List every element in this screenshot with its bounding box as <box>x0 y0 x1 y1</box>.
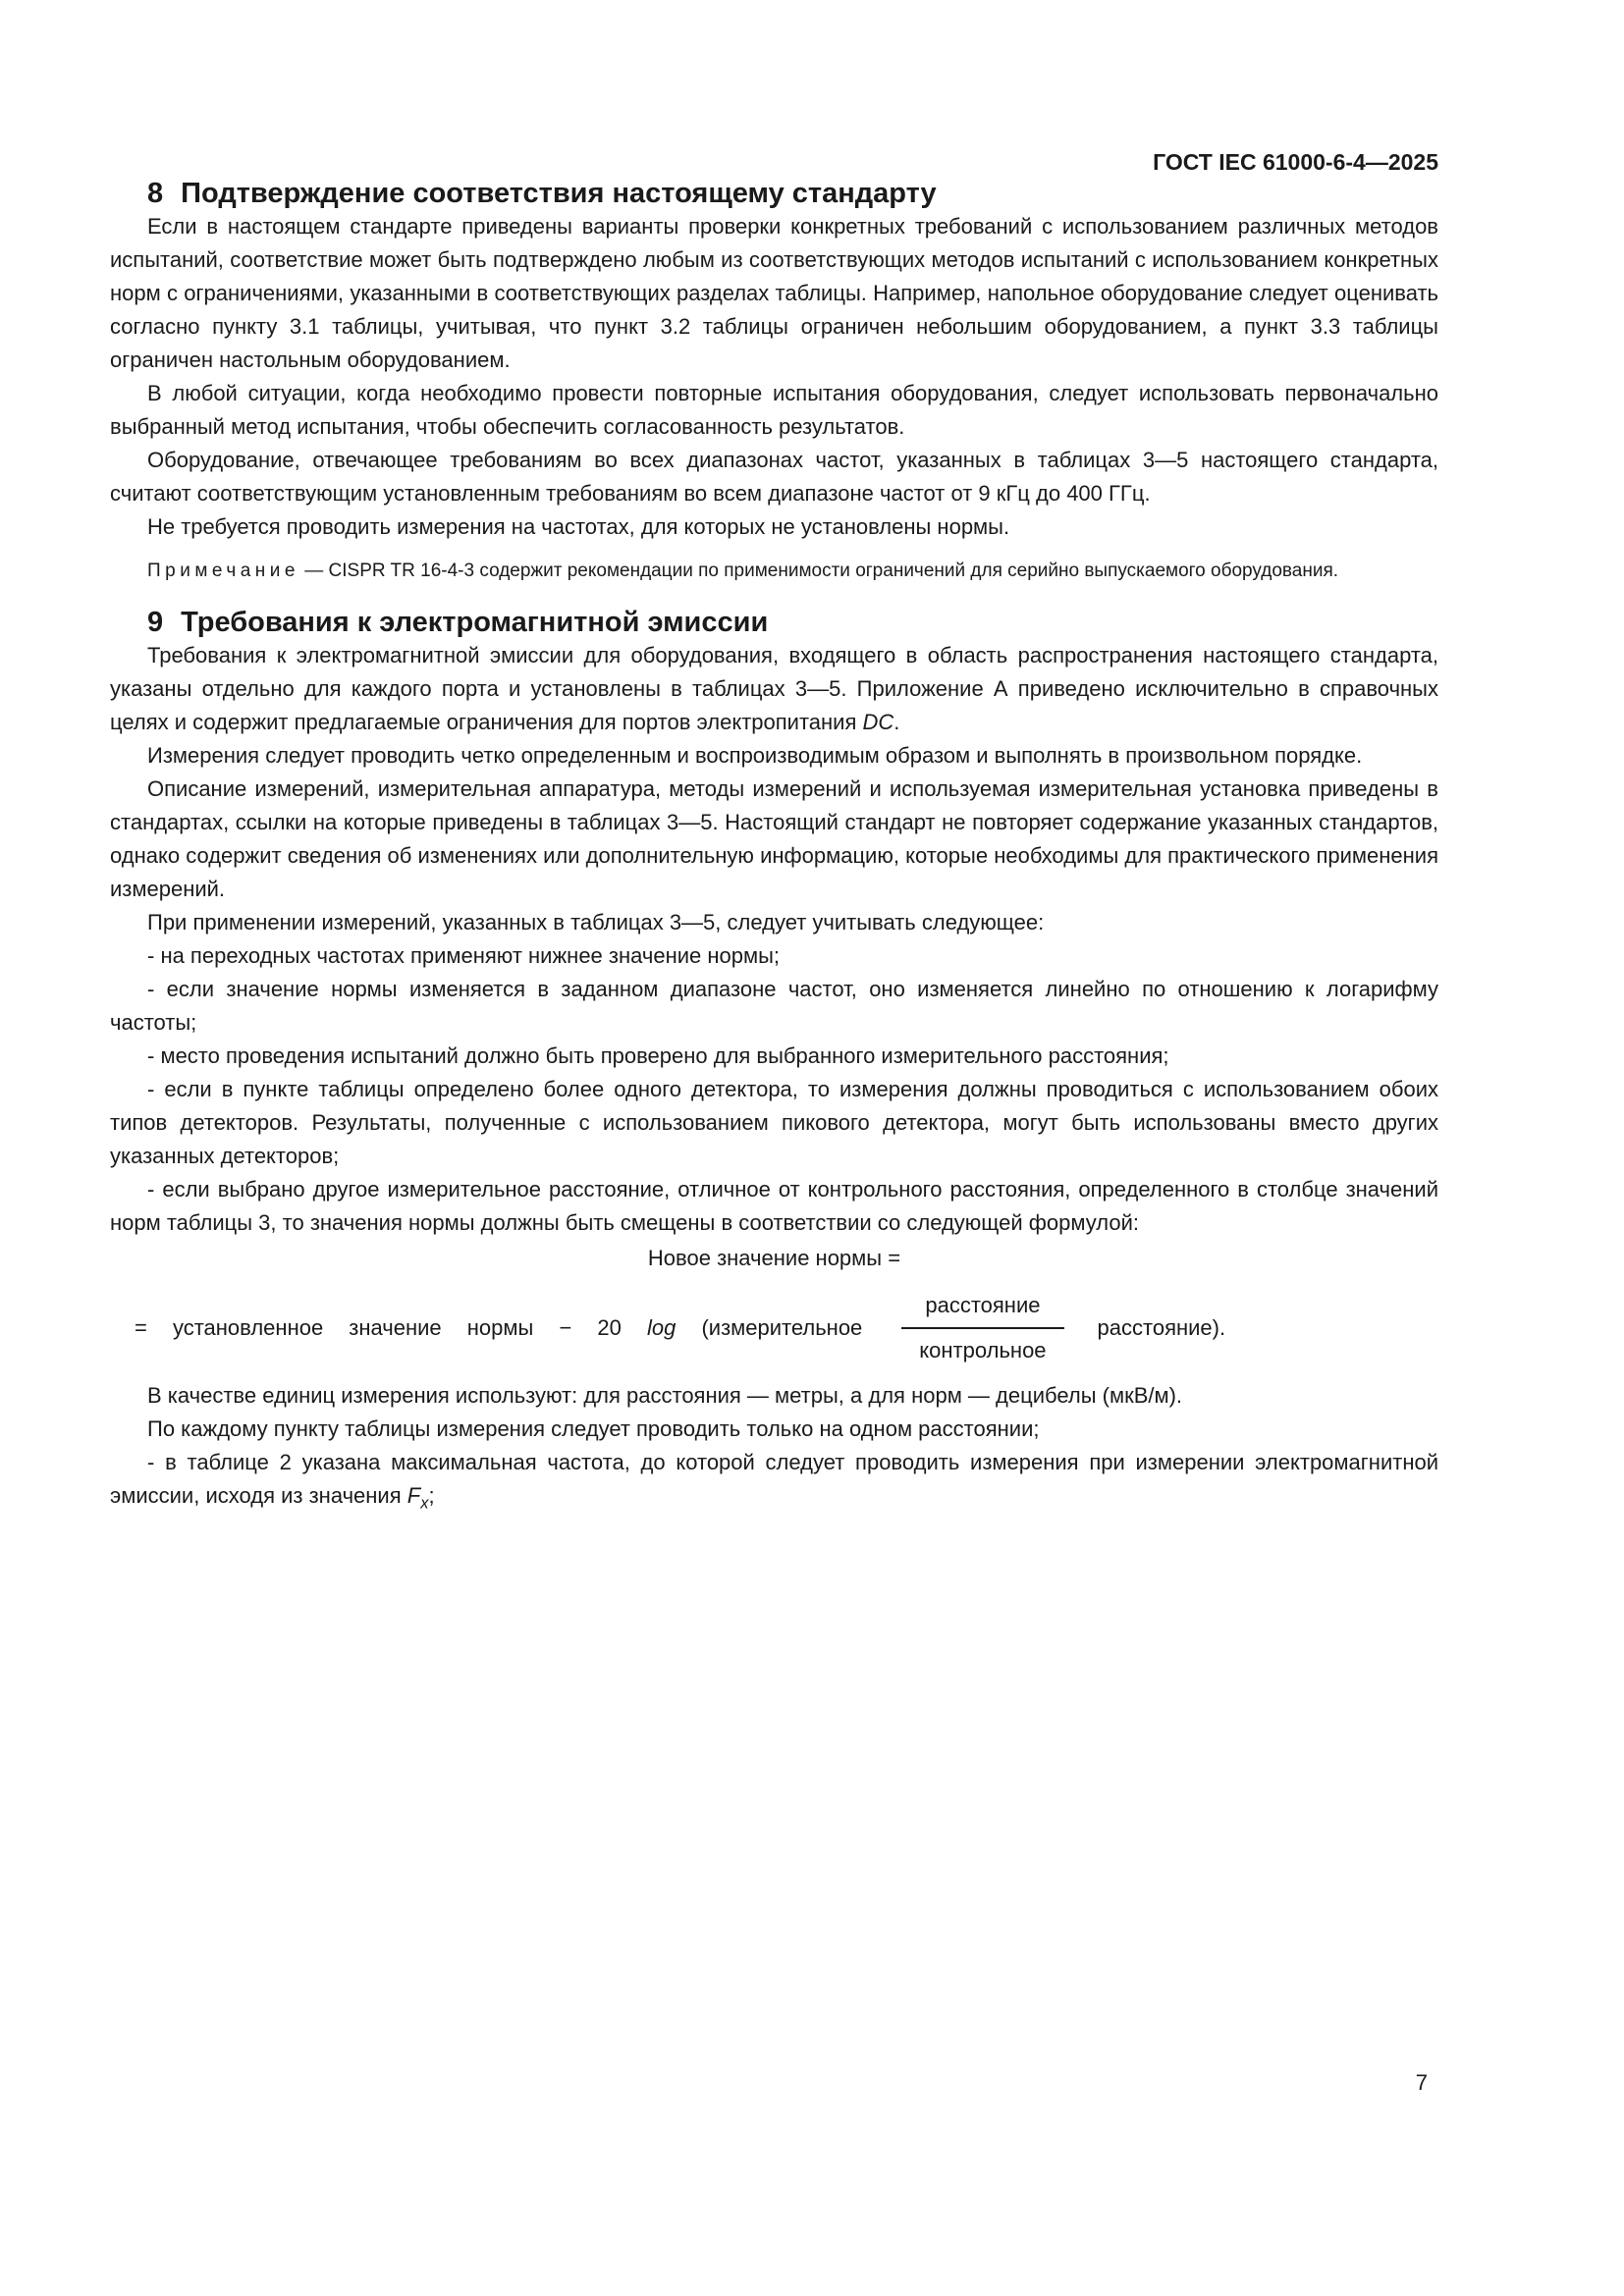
italic-term-dc: DC <box>862 710 894 734</box>
formula <box>110 1291 1438 1365</box>
list-item: - если значение нормы изменяется в заданном диапазоне частот, оно изменяется линейно по отношению к логарифму частоты; <box>110 977 1438 1035</box>
paragraph: При применении измерений, указанных в таблицах 3—5, следует учитывать следующее: <box>147 910 1045 934</box>
page-content <box>110 0 1438 1520</box>
variable-subscript-x: x <box>420 1494 429 1513</box>
note <box>110 556 1438 587</box>
page-number: 7 <box>1415 2070 1428 2095</box>
paragraph: По каждому пункту таблицы измерения следует проводить только на одном расстоянии; <box>147 1416 1040 1441</box>
formula-tail: расстояние). <box>1097 1315 1226 1340</box>
paragraph-text: - в таблице 2 указана максимальная частота, до которой следует проводить измерения при измерении электромагнитной эмиссии, исходя из значения <box>110 1450 1438 1508</box>
paragraph: Если в настоящем стандарте приведены варианты проверки конкретных требований с использованием различных методов испытаний, соответствие может быть подтверждено любым из соответствующих методов испытаний с использованием конкретных норм с ограничениями, указанными в соответствующих разделах таблицы. Например, напольное оборудование следует оценивать согласно пункту 3.1 таблицы, учитывая, что пункт 3.2 таблицы ограничен небольшим оборудованием, а пункт 3.3 таблицы ограничен настольным оборудованием. <box>110 214 1438 372</box>
formula-lhs <box>135 1313 862 1343</box>
list-item: - место проведения испытаний должно быть проверено для выбранного измерительного расстояния; <box>147 1043 1169 1068</box>
paragraph: Измерения следует проводить четко определенным и воспроизводимым образом и выполнять в произвольном порядке. <box>147 743 1363 768</box>
paragraph: В любой ситуации, когда необходимо провести повторные испытания оборудования, следует использовать первоначально выбранный метод испытания, чтобы обеспечить согласованность результатов. <box>110 381 1438 439</box>
section-8-number: 8 <box>147 178 164 209</box>
paragraph: В качестве единиц измерения используют: для расстояния — метры, а для норм — децибелы (мкВ/м). <box>147 1383 1183 1408</box>
fraction-denominator: контрольное <box>919 1338 1047 1362</box>
paragraph: Не требуется проводить измерения на частотах, для которых не установлены нормы. <box>147 514 1010 539</box>
formula-lead-line: Новое значение нормы = <box>647 1246 901 1270</box>
note-text: — CISPR TR 16-4-3 содержит рекомендации по применимости ограничений для серийно выпускаемого оборудования. <box>298 561 1339 581</box>
section-9-number: 9 <box>147 607 164 638</box>
paragraph-text: ; <box>428 1483 435 1508</box>
list-item: - если в пункте таблицы определено более одного детектора, то измерения должны проводиться с использованием обоих типов детекторов. Результаты, полученные с использованием пикового детектора, могут быть использованы вместо других указанных детекторов; <box>110 1077 1438 1168</box>
paragraph-text: Требования к электромагнитной эмиссии для оборудования, входящего в область распространения настоящего стандарта, указаны отдельно для каждого порта и установлены в таблицах 3—5. Приложение А приведено исключительно в справочных целях и содержит предлагаемые ограничения для портов электропитания <box>110 643 1438 734</box>
variable-f: F <box>406 1483 421 1508</box>
formula-log: log <box>646 1315 677 1340</box>
list-item: - на переходных частотах применяют нижнее значение нормы; <box>147 943 781 968</box>
paragraph <box>110 639 1438 739</box>
formula-fraction <box>901 1291 1063 1365</box>
section-8-title: Подтверждение соответствия настоящему стандарту <box>181 178 937 209</box>
formula-text: = установленное значение нормы − 20 <box>135 1315 647 1340</box>
paragraph: Описание измерений, измерительная аппаратура, методы измерений и используемая измерительная установка приведены в стандартах, ссылки на которые приведены в таблицах 3—5. Настоящий стандарт не повторяет содержание указанных стандартов, однако содержит сведения об изменениях или дополнительную информацию, которые необходимы для практического применения измерений. <box>110 776 1438 901</box>
running-header: ГОСТ IEC 61000-6-4—2025 <box>1153 149 1438 175</box>
list-item: - если выбрано другое измерительное расстояние, отличное от контрольного расстояния, определенного в столбце значений норм таблицы 3, то значения нормы должны быть смещены в соответствии со следующей формулой: <box>110 1177 1438 1235</box>
paragraph: Оборудование, отвечающее требованиям во всех диапазонах частот, указанных в таблицах 3—5 настоящего стандарта, считают соответствующим установленным требованиям во всем диапазоне частот от 9 кГц до 400 ГГц. <box>110 448 1438 506</box>
section-8-heading <box>110 177 1438 210</box>
paragraph-text: . <box>893 710 900 734</box>
section-9-heading <box>110 606 1438 639</box>
list-item <box>110 1446 1438 1520</box>
section-9-title: Требования к электромагнитной эмиссии <box>181 607 769 638</box>
note-label: Примечание <box>147 561 299 581</box>
fraction-numerator: расстояние <box>901 1291 1063 1329</box>
formula-text: (измерительное <box>676 1315 863 1340</box>
